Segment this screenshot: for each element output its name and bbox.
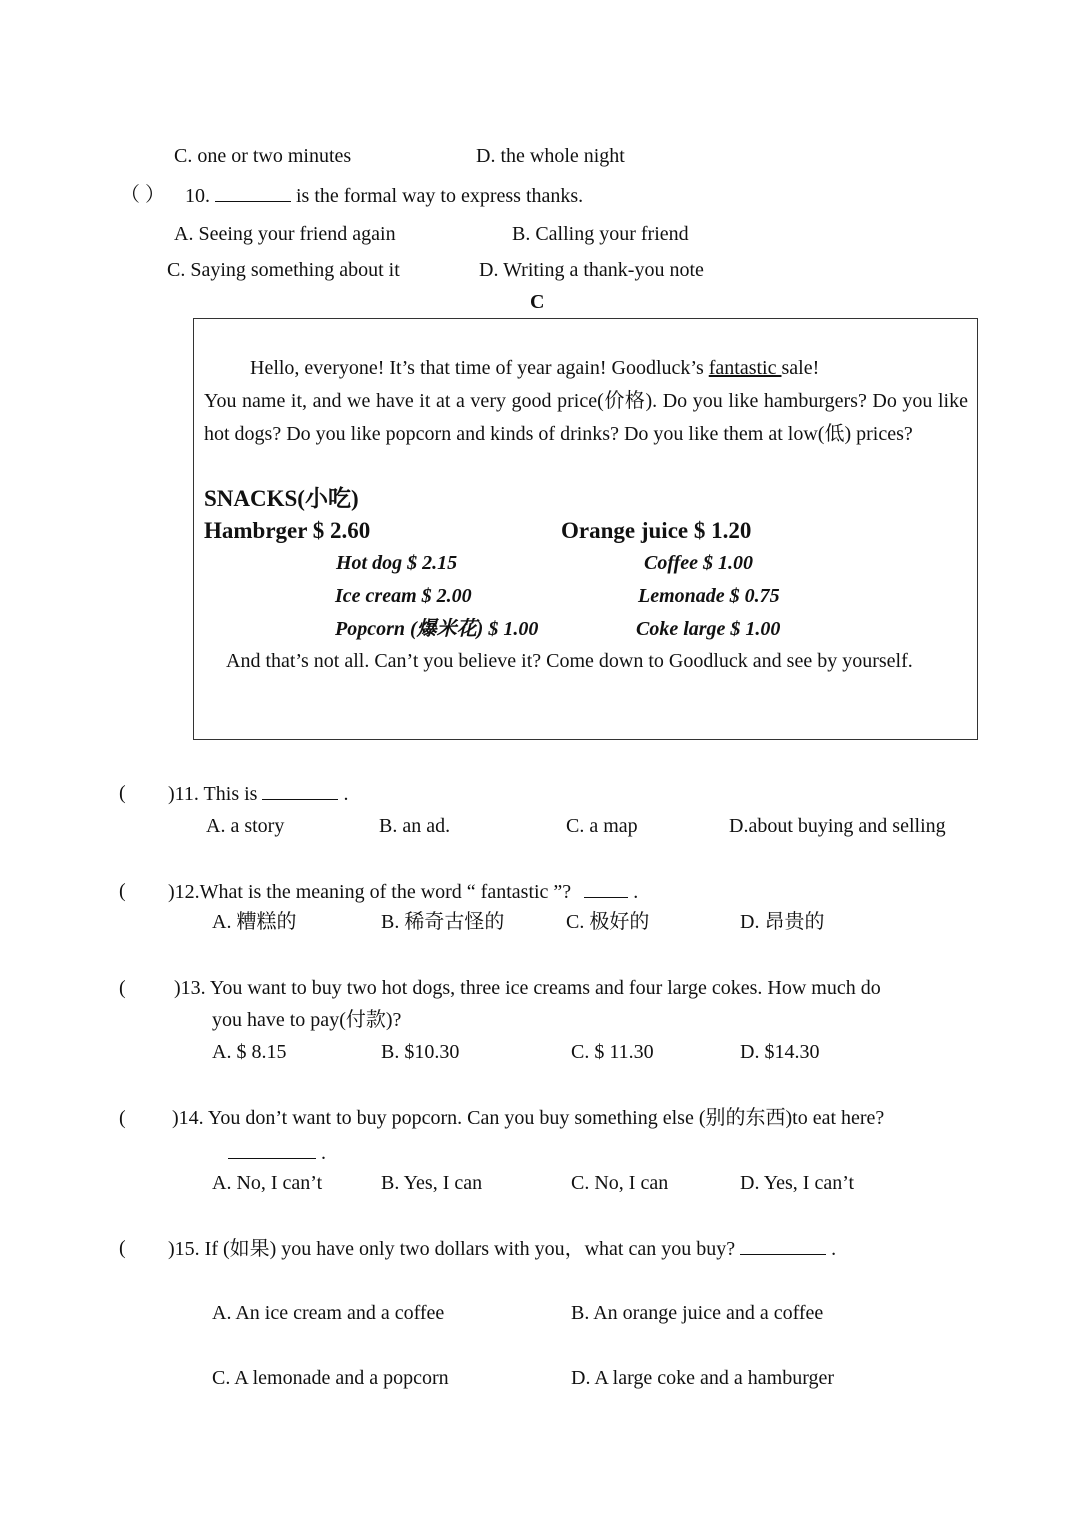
q12-option-b: B. 稀奇古怪的 (381, 911, 505, 933)
q11-option-c: C. a map (566, 815, 638, 837)
passage-closing: And that’s not all. Can’t you believe it? Come down to Goodluck and see by yourself. (226, 650, 913, 672)
q15-option-c: C. A lemonade and a popcorn (212, 1367, 449, 1389)
q13-option-d: D. $14.30 (740, 1041, 820, 1063)
q14-option-b: B. Yes, I can (381, 1172, 483, 1194)
menu-lemonade: Lemonade $ 0.75 (638, 585, 780, 607)
q12-blank (584, 881, 628, 898)
q11-stem (168, 783, 348, 804)
q10-stem (185, 185, 583, 206)
q15-answer-paren: ( (119, 1237, 126, 1259)
q14-blank (228, 1142, 316, 1159)
q11-option-a: A. a story (206, 815, 285, 837)
q12-option-c: C. 极好的 (566, 911, 650, 933)
menu-coke: Coke large $ 1.00 (636, 618, 781, 640)
snacks-heading: SNACKS(小吃) (204, 486, 359, 511)
q11-blank (262, 783, 338, 800)
q11-answer-paren: ( (119, 782, 126, 804)
q15-end: . (831, 1238, 837, 1260)
q13-option-a: A. $ 8.15 (212, 1041, 287, 1063)
q9-option-d: D. the whole night (476, 145, 625, 167)
q11-option-b: B. an ad. (379, 815, 451, 837)
q10-number: 10. (185, 185, 210, 207)
q11-option-d: D.about buying and selling (729, 815, 946, 837)
q14-answer-line (228, 1142, 326, 1163)
passage-underlined-word: fantastic (708, 357, 782, 379)
passage-paragraph-2: You name it, and we have it at a very good price(价格). Do you like hamburgers? Do you like hot dogs? Do you like popcorn and kinds of drinks? Do you like them at low(低) prices? (204, 390, 968, 445)
passage-box (193, 318, 978, 740)
q15-option-a: A. An ice cream and a coffee (212, 1302, 445, 1324)
q11-stem-text: )11. This is (168, 783, 258, 805)
q14-end: . (321, 1142, 326, 1164)
q13-option-c: C. $ 11.30 (571, 1041, 654, 1063)
q10-option-d: D. Writing a thank-you note (479, 259, 704, 281)
menu-ice-cream: Ice cream $ 2.00 (335, 585, 472, 607)
q14-stem-line1: )14. You don’t want to buy popcorn. Can you buy something else (别的东西)to eat here? (172, 1107, 885, 1129)
menu-popcorn: Popcorn (爆米花) $ 1.00 (335, 618, 539, 640)
menu-hamburger: Hambrger $ 2.60 (204, 518, 371, 543)
q14-option-c: C. No, I can (571, 1172, 669, 1194)
q13-answer-paren: ( (119, 977, 126, 999)
q14-option-a: A. No, I can’t (212, 1172, 323, 1194)
menu-hot-dog: Hot dog $ 2.15 (336, 552, 458, 574)
passage-p1-end: sale! (781, 357, 820, 379)
menu-orange-juice: Orange juice $ 1.20 (561, 518, 752, 543)
q10-stem-text: is the formal way to express thanks. (296, 185, 584, 207)
q10-option-c: C. Saying something about it (167, 259, 400, 281)
q15-blank (740, 1238, 826, 1255)
q10-answer-paren: （ ） (120, 184, 165, 206)
q13-option-b: B. $10.30 (381, 1041, 460, 1063)
q15-stem-text: )15. If (如果) you have only two dollars with you，what can you buy? (168, 1238, 736, 1260)
q15-stem (168, 1238, 836, 1259)
q15-option-d: D. A large coke and a hamburger (571, 1367, 835, 1389)
q12-answer-paren: ( (119, 880, 126, 902)
q10-blank (215, 185, 291, 202)
q12-option-d: D. 昂贵的 (740, 911, 825, 933)
q10-option-b: B. Calling your friend (512, 223, 689, 245)
q11-end: . (343, 783, 349, 805)
q10-option-a: A. Seeing your friend again (174, 223, 396, 245)
q14-answer-paren: ( (119, 1107, 126, 1129)
q13-stem-line1: )13. You want to buy two hot dogs, three ice creams and four large cokes. How much do (174, 977, 881, 999)
passage-p1-start: Hello, everyone! It’s that time of year again! Goodluck’s (250, 357, 709, 379)
q12-option-a: A. 糟糕的 (212, 911, 297, 933)
section-label: C (530, 291, 545, 313)
passage-paragraph-1 (204, 352, 968, 385)
q12-end: . (633, 881, 639, 903)
q12-stem (168, 881, 638, 902)
menu-coffee: Coffee $ 1.00 (644, 552, 754, 574)
q14-option-d: D. Yes, I can’t (740, 1172, 855, 1194)
q9-option-c: C. one or two minutes (174, 145, 352, 167)
q12-stem-text: )12.What is the meaning of the word “ fantastic ”? (168, 881, 572, 903)
q15-option-b: B. An orange juice and a coffee (571, 1302, 824, 1324)
q13-stem-line2: you have to pay(付款)? (212, 1009, 402, 1031)
